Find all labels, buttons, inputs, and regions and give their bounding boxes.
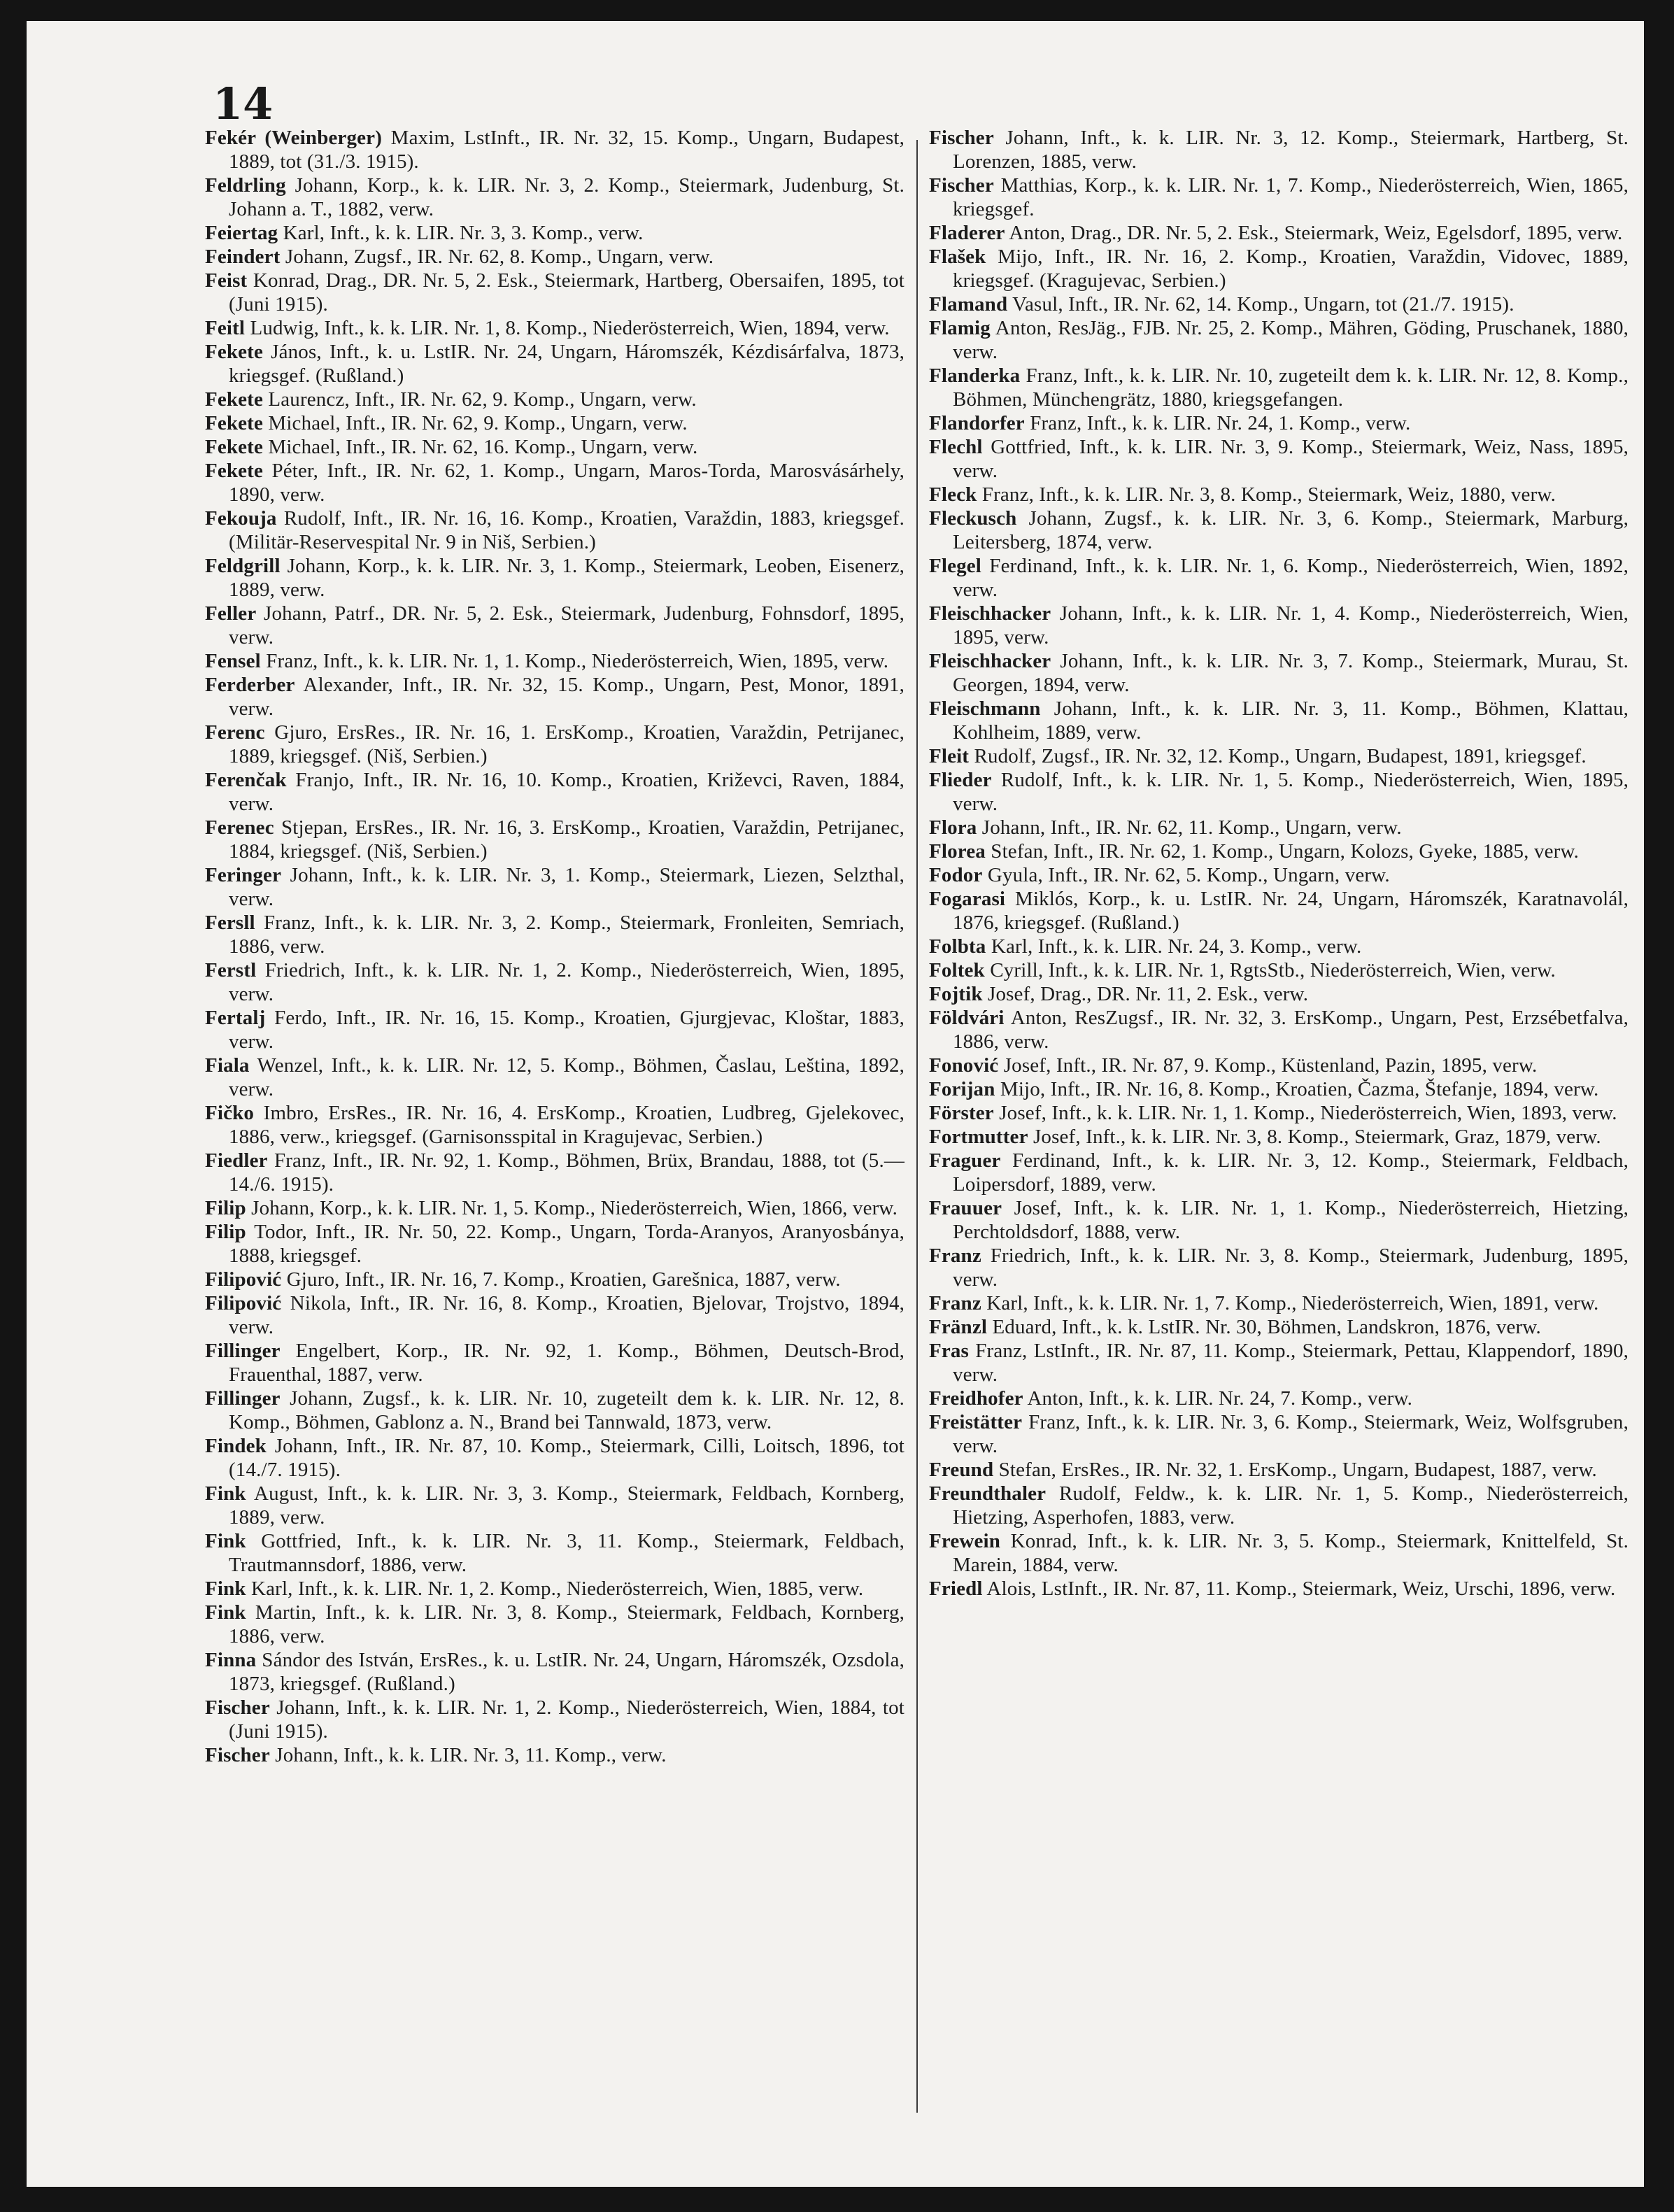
entry-details: János, Inft., k. u. LstIR. Nr. 24, Ungarn, Háromszék, Kézdisárfalva, 1873, kriegsgef. (Rußland.) (229, 341, 905, 387)
entry-details: Franz, LstInft., IR. Nr. 87, 11. Komp., Steiermark, Pettau, Klappendorf, 1890, verw. (953, 1340, 1629, 1386)
entry-surname: Fekete (205, 412, 264, 434)
entry-surname: Fränzl (929, 1316, 988, 1338)
entry-surname: Fleit (929, 745, 970, 767)
list-entry (205, 1339, 905, 1387)
list-entry (929, 173, 1629, 221)
entry-details: Michael, Inft., IR. Nr. 62, 9. Komp., Ungarn, verw. (263, 412, 688, 434)
entry-details: Nikola, Inft., IR. Nr. 16, 8. Komp., Kroatien, Bjelovar, Trojstvo, 1894, verw. (229, 1292, 905, 1338)
list-entry (205, 1220, 905, 1268)
entry-surname: Fischer (205, 1744, 270, 1766)
list-entry (205, 602, 905, 649)
entry-surname: Fersll (205, 912, 255, 934)
entry-surname: Fink (205, 1530, 246, 1552)
entry-details: Karl, Inft., k. k. LIR. Nr. 24, 3. Komp., verw. (986, 935, 1362, 958)
list-entry (205, 1577, 905, 1601)
entry-surname: Fonović (929, 1054, 999, 1077)
list-entry (929, 411, 1629, 435)
entry-surname: Foltek (929, 959, 985, 981)
entry-details: Alexander, Inft., IR. Nr. 32, 15. Komp., Ungarn, Pest, Monor, 1891, verw. (229, 674, 905, 720)
column-divider (916, 140, 918, 2113)
list-entry (929, 126, 1629, 173)
list-entry (205, 269, 905, 316)
entry-surname: Flamand (929, 293, 1008, 316)
entry-details: Friedrich, Inft., k. k. LIR. Nr. 3, 8. Komp., Steiermark, Judenburg, 1895, verw. (953, 1245, 1629, 1291)
list-entry (205, 1268, 905, 1291)
entry-surname: Fink (205, 1601, 246, 1624)
entry-details: Johann, Inft., k. k. LIR. Nr. 3, 12. Komp., Steiermark, Hartberg, St. Lorenzen, 1885, verw. (953, 127, 1629, 173)
entry-details: Gottfried, Inft., k. k. LIR. Nr. 3, 9. Komp., Steiermark, Weiz, Nass, 1895, verw. (953, 436, 1629, 482)
list-entry (205, 1743, 905, 1767)
entry-details: Miklós, Korp., k. u. LstIR. Nr. 24, Ungarn, Háromszék, Karatnavolál, 1876, kriegsgef. (Rußland.) (953, 888, 1629, 934)
entry-details: Johann, Zugsf., k. k. LIR. Nr. 3, 6. Komp., Steiermark, Marburg, Leitersberg, 1874, verw. (953, 507, 1629, 553)
entry-details: Johann, Inft., k. k. LIR. Nr. 3, 11. Komp., verw. (269, 1744, 667, 1766)
list-entry (929, 316, 1629, 364)
entry-surname: Frewein (929, 1530, 1000, 1552)
entry-surname: Flegel (929, 555, 981, 577)
list-entry (205, 1434, 905, 1482)
entry-surname: Freundthaler (929, 1482, 1047, 1505)
list-entry (929, 1291, 1629, 1315)
entry-surname: Fleckusch (929, 507, 1017, 530)
entry-details: Gjuro, Inft., IR. Nr. 16, 7. Komp., Kroatien, Garešnica, 1887, verw. (281, 1268, 841, 1291)
list-entry (929, 483, 1629, 506)
entry-details: Friedrich, Inft., k. k. LIR. Nr. 1, 2. Komp., Niederösterreich, Wien, 1895, verw. (229, 959, 905, 1005)
entry-details: Johann, Inft., k. k. LIR. Nr. 3, 11. Komp., Böhmen, Klattau, Kohlheim, 1889, verw. (953, 697, 1629, 744)
entry-details: Rudolf, Inft., IR. Nr. 16, 16. Komp., Kroatien, Varaždin, 1883, kriegsgef. (Militär-Reservespital Nr. 9 in Niš, Serbien.) (229, 507, 905, 553)
entry-details: Maxim, LstInft., IR. Nr. 32, 15. Komp., Ungarn, Budapest, 1889, tot (31./3. 1915). (229, 127, 905, 173)
entry-details: Josef, Drag., DR. Nr. 11, 2. Esk., verw. (982, 983, 1309, 1005)
entry-details: Ludwig, Inft., k. k. LIR. Nr. 1, 8. Komp., Niederösterreich, Wien, 1894, verw. (245, 317, 890, 339)
list-entry (205, 245, 905, 269)
entry-surname: Ferstl (205, 959, 257, 981)
entry-surname: Flechl (929, 436, 983, 458)
entry-details: Cyrill, Inft., k. k. LIR. Nr. 1, RgtsStb., Niederösterreich, Wien, verw. (984, 959, 1556, 981)
entry-surname: Frauuer (929, 1197, 1002, 1219)
book-page (27, 21, 1644, 2187)
list-entry (929, 816, 1629, 839)
entry-surname: Fekete (205, 341, 264, 363)
list-entry (205, 340, 905, 388)
list-entry (929, 1529, 1629, 1577)
entry-details: Matthias, Korp., k. k. LIR. Nr. 1, 7. Komp., Niederösterreich, Wien, 1865, kriegsgef. (953, 174, 1629, 220)
list-entry (929, 1482, 1629, 1529)
list-entry (205, 126, 905, 173)
entry-details: Wenzel, Inft., k. k. LIR. Nr. 12, 5. Komp., Böhmen, Časlau, Leština, 1892, verw. (229, 1054, 905, 1100)
list-entry (929, 1149, 1629, 1196)
entry-surname: Fink (205, 1482, 246, 1505)
list-entry (929, 221, 1629, 245)
entry-surname: Fekete (205, 436, 264, 458)
entry-surname: Fleischmann (929, 697, 1041, 720)
list-entry (929, 958, 1629, 982)
entry-surname: Fertalj (205, 1007, 266, 1029)
entry-surname: Fraguer (929, 1149, 1001, 1172)
entry-details: Gottfried, Inft., k. k. LIR. Nr. 3, 11. Komp., Steiermark, Feldbach, Trautmannsdorf, 1886, verw. (229, 1530, 905, 1576)
list-entry (929, 435, 1629, 483)
entry-surname: Flamig (929, 317, 991, 339)
list-entry (205, 554, 905, 602)
list-entry (205, 649, 905, 673)
entry-surname: Ferenčak (205, 769, 287, 791)
entry-details: Anton, Drag., DR. Nr. 5, 2. Esk., Steiermark, Weiz, Egelsdorf, 1895, verw. (1005, 222, 1623, 244)
list-entry (929, 1196, 1629, 1244)
list-entry (929, 1458, 1629, 1482)
entry-surname: Filipović (205, 1268, 282, 1291)
list-entry (929, 292, 1629, 316)
entry-details: Johann, Inft., k. k. LIR. Nr. 3, 1. Komp., Steiermark, Liezen, Selzthal, verw. (229, 864, 905, 910)
entry-surname: Feiertag (205, 222, 278, 244)
entry-surname: Fodor (929, 864, 983, 886)
entry-surname: Freistätter (929, 1411, 1023, 1433)
list-entry (929, 1387, 1629, 1410)
entry-surname: Findek (205, 1435, 267, 1457)
page-number: 14 (213, 78, 274, 129)
list-entry (205, 1601, 905, 1648)
entry-surname: Fink (205, 1578, 246, 1600)
entry-surname: Fekér (Weinberger) (205, 127, 383, 149)
entry-surname: Freund (929, 1459, 994, 1481)
entry-details: Ferdinand, Inft., k. k. LIR. Nr. 1, 6. Komp., Niederösterreich, Wien, 1892, verw. (953, 555, 1629, 601)
list-entry (929, 1125, 1629, 1149)
entry-details: Stjepan, ErsRes., IR. Nr. 16, 3. ErsKomp., Kroatien, Varaždin, Petrijanec, 1884, kriegsgef. (Niš, Serbien.) (229, 816, 905, 863)
entry-details: Sándor des István, ErsRes., k. u. LstIR. Nr. 24, Ungarn, Háromszék, Ozsdola, 1873, kriegsgef. (Rußland.) (229, 1649, 905, 1695)
list-entry (929, 602, 1629, 649)
entry-surname: Finna (205, 1649, 257, 1671)
list-entry (205, 816, 905, 863)
entry-surname: Ferderber (205, 674, 295, 696)
list-entry (929, 935, 1629, 958)
entry-details: Johann, Inft., k. k. LIR. Nr. 3, 7. Komp., Steiermark, Murau, St. Georgen, 1894, verw. (953, 650, 1629, 696)
entry-details: Johann, Zugsf., IR. Nr. 62, 8. Komp., Ungarn, verw. (280, 246, 714, 268)
entry-surname: Fleck (929, 483, 977, 506)
entry-details: Franz, Inft., k. k. LIR. Nr. 3, 8. Komp., Steiermark, Weiz, 1880, verw. (977, 483, 1556, 506)
entry-surname: Forijan (929, 1078, 995, 1100)
entry-details: Ferdinand, Inft., k. k. LIR. Nr. 3, 12. Komp., Steiermark, Feldbach, Loipersdorf, 1889, verw. (953, 1149, 1629, 1196)
list-entry (205, 863, 905, 911)
entry-details: Anton, ResZugsf., IR. Nr. 32, 3. ErsKomp., Ungarn, Pest, Erzsébetfalva, 1886, verw. (953, 1007, 1629, 1053)
entry-surname: Fiedler (205, 1149, 268, 1172)
entry-surname: Feller (205, 602, 257, 625)
entry-details: Karl, Inft., k. k. LIR. Nr. 1, 7. Komp., Niederösterreich, Wien, 1891, verw. (981, 1292, 1599, 1314)
entry-surname: Fičko (205, 1102, 255, 1124)
entry-details: Franz, Inft., k. k. LIR. Nr. 3, 6. Komp., Steiermark, Weiz, Wolfsgruben, verw. (953, 1411, 1629, 1457)
entry-details: Mijo, Inft., IR. Nr. 16, 8. Komp., Kroatien, Čazma, Štefanje, 1894, verw. (995, 1078, 1599, 1100)
entry-surname: Fillinger (205, 1340, 281, 1362)
list-entry (929, 744, 1629, 768)
right-column (929, 126, 1629, 1601)
entry-surname: Fillinger (205, 1387, 281, 1410)
list-entry (205, 911, 905, 958)
list-entry (929, 768, 1629, 816)
list-entry (205, 221, 905, 245)
entry-details: Gjuro, ErsRes., IR. Nr. 16, 1. ErsKomp., Kroatien, Varaždin, Petrijanec, 1889, kriegsgef. (Niš, Serbien.) (229, 721, 905, 767)
entry-details: Konrad, Drag., DR. Nr. 5, 2. Esk., Steiermark, Hartberg, Obersaifen, 1895, tot (Juni 1915). (229, 269, 905, 316)
entry-surname: Fischer (929, 127, 994, 149)
entry-surname: Flanderka (929, 364, 1021, 387)
list-entry (929, 1101, 1629, 1125)
entry-details: Gyula, Inft., IR. Nr. 62, 5. Komp., Ungarn, verw. (982, 864, 1390, 886)
list-entry (929, 506, 1629, 554)
entry-surname: Fladerer (929, 222, 1005, 244)
entry-details: Johann, Inft., IR. Nr. 62, 11. Komp., Ungarn, verw. (977, 816, 1402, 839)
entry-details: Johann, Patrf., DR. Nr. 5, 2. Esk., Steiermark, Judenburg, Fohnsdorf, 1895, verw. (229, 602, 905, 648)
list-entry (205, 768, 905, 816)
entry-surname: Förster (929, 1102, 994, 1124)
entry-details: Alois, LstInft., IR. Nr. 87, 11. Komp., Steiermark, Weiz, Urschi, 1896, verw. (982, 1578, 1616, 1600)
entry-surname: Feringer (205, 864, 282, 886)
list-entry (205, 1149, 905, 1196)
list-entry (929, 1577, 1629, 1601)
list-entry (205, 1482, 905, 1529)
list-entry (929, 1244, 1629, 1291)
list-entry (205, 958, 905, 1006)
entry-details: Eduard, Inft., k. k. LstIR. Nr. 30, Böhmen, Landskron, 1876, verw. (987, 1316, 1541, 1338)
entry-details: Konrad, Inft., k. k. LIR. Nr. 3, 5. Komp., Steiermark, Knittelfeld, St. Marein, 1884, verw. (953, 1530, 1629, 1576)
entry-surname: Fischer (205, 1696, 270, 1719)
entry-surname: Florea (929, 840, 986, 863)
entry-surname: Fekete (205, 460, 264, 482)
entry-surname: Feist (205, 269, 248, 292)
entry-surname: Fojtik (929, 983, 983, 1005)
list-entry (205, 721, 905, 768)
list-entry (205, 1387, 905, 1434)
entry-details: Karl, Inft., k. k. LIR. Nr. 3, 3. Komp., verw. (278, 222, 644, 244)
list-entry (205, 1054, 905, 1101)
entry-details: Rudolf, Feldw., k. k. LIR. Nr. 1, 5. Komp., Niederösterreich, Hietzing, Asperhofen, 1883, verw. (953, 1482, 1629, 1529)
list-entry (205, 435, 905, 459)
list-entry (205, 316, 905, 340)
entry-surname: Flašek (929, 246, 986, 268)
list-entry (205, 173, 905, 221)
list-entry (205, 1648, 905, 1696)
entry-details: Johann, Inft., k. k. LIR. Nr. 1, 2. Komp., Niederösterreich, Wien, 1884, tot (Juni 1915). (229, 1696, 905, 1743)
list-entry (929, 982, 1629, 1006)
entry-details: Vasul, Inft., IR. Nr. 62, 14. Komp., Ungarn, tot (21./7. 1915). (1007, 293, 1515, 316)
entry-details: Franz, Inft., k. k. LIR. Nr. 24, 1. Komp., verw. (1024, 412, 1411, 434)
entry-details: Franz, Inft., IR. Nr. 92, 1. Komp., Böhmen, Brüx, Brandau, 1888, tot (5.—14./6. 1915). (229, 1149, 905, 1196)
entry-details: Johann, Korp., k. k. LIR. Nr. 1, 5. Komp., Niederösterreich, Wien, 1866, verw. (246, 1197, 898, 1219)
list-entry (929, 364, 1629, 411)
entry-surname: Ferenc (205, 721, 265, 744)
list-entry (929, 697, 1629, 744)
list-entry (205, 506, 905, 554)
entry-surname: Filip (205, 1197, 246, 1219)
list-entry (929, 245, 1629, 292)
list-entry (205, 1291, 905, 1339)
entry-details: Johann, Inft., IR. Nr. 87, 10. Komp., Steiermark, Cilli, Loitsch, 1896, tot (14./7. 1915). (229, 1435, 905, 1481)
entry-surname: Filipović (205, 1292, 282, 1314)
entry-details: Rudolf, Inft., k. k. LIR. Nr. 1, 5. Komp., Niederösterreich, Wien, 1895, verw. (953, 769, 1629, 815)
entry-details: Péter, Inft., IR. Nr. 62, 1. Komp., Ungarn, Maros-Torda, Marosvásárhely, 1890, verw. (229, 460, 905, 506)
entry-surname: Fogarasi (929, 888, 1006, 910)
entry-surname: Franz (929, 1245, 981, 1267)
list-entry (929, 554, 1629, 602)
list-entry (929, 863, 1629, 887)
entry-details: Martin, Inft., k. k. LIR. Nr. 3, 8. Komp., Steiermark, Feldbach, Kornberg, 1886, verw. (229, 1601, 905, 1647)
entry-surname: Flandorfer (929, 412, 1025, 434)
entry-details: Josef, Inft., k. k. LIR. Nr. 3, 8. Komp., Steiermark, Graz, 1879, verw. (1028, 1126, 1601, 1148)
list-entry (205, 1196, 905, 1220)
entry-details: Franjo, Inft., IR. Nr. 16, 10. Komp., Kroatien, Križevci, Raven, 1884, verw. (229, 769, 905, 815)
entry-details: Mijo, Inft., IR. Nr. 16, 2. Komp., Kroatien, Varaždin, Vidovec, 1889, kriegsgef. (Kragujevac, Serbien.) (953, 246, 1629, 292)
entry-surname: Ferenec (205, 816, 274, 839)
list-entry (205, 459, 905, 506)
entry-surname: Fiala (205, 1054, 250, 1077)
entry-surname: Feldrling (205, 174, 286, 197)
entry-surname: Franz (929, 1292, 981, 1314)
entry-surname: Fekouja (205, 507, 277, 530)
list-entry (205, 1101, 905, 1149)
entry-surname: Fleischhacker (929, 650, 1051, 672)
list-entry (205, 1696, 905, 1743)
list-entry (205, 1529, 905, 1577)
entry-details: Johann, Korp., k. k. LIR. Nr. 3, 1. Komp., Steiermark, Leoben, Eisenerz, 1889, verw. (229, 555, 905, 601)
entry-surname: Fleischhacker (929, 602, 1051, 625)
entry-surname: Fekete (205, 388, 264, 411)
entry-surname: Friedl (929, 1578, 983, 1600)
entry-surname: Fischer (929, 174, 994, 197)
entry-surname: Feitl (205, 317, 246, 339)
list-entry (205, 388, 905, 411)
entry-details: Ferdo, Inft., IR. Nr. 16, 15. Komp., Kroatien, Gjurgjevac, Kloštar, 1883, verw. (229, 1007, 905, 1053)
list-entry (205, 411, 905, 435)
entry-details: Anton, Inft., k. k. LIR. Nr. 24, 7. Komp., verw. (1023, 1387, 1413, 1410)
entry-details: Rudolf, Zugsf., IR. Nr. 32, 12. Komp., Ungarn, Budapest, 1891, kriegsgef. (969, 745, 1587, 767)
entry-surname: Fras (929, 1340, 969, 1362)
entry-details: Johann, Korp., k. k. LIR. Nr. 3, 2. Komp., Steiermark, Judenburg, St. Johann a. T., 1882, verw. (229, 174, 905, 220)
entry-details: Karl, Inft., k. k. LIR. Nr. 1, 2. Komp., Niederösterreich, Wien, 1885, verw. (246, 1578, 864, 1600)
entry-details: Todor, Inft., IR. Nr. 50, 22. Komp., Ungarn, Torda-Aranyos, Aranyosbánya, 1888, kriegsgef. (229, 1221, 905, 1267)
entry-details: Engelbert, Korp., IR. Nr. 92, 1. Komp., Böhmen, Deutsch-Brod, Frauenthal, 1887, verw. (229, 1340, 905, 1386)
list-entry (929, 649, 1629, 697)
list-entry (929, 1410, 1629, 1458)
list-entry (929, 839, 1629, 863)
entry-details: Johann, Zugsf., k. k. LIR. Nr. 10, zugeteilt dem k. k. LIR. Nr. 12, 8. Komp., Böhmen, Gablonz a. N., Brand bei Tannwald, 1873, verw. (229, 1387, 905, 1433)
entry-surname: Folbta (929, 935, 986, 958)
entry-surname: Filip (205, 1221, 246, 1243)
list-entry (205, 673, 905, 721)
entry-details: Imbro, ErsRes., IR. Nr. 16, 4. ErsKomp., Kroatien, Ludbreg, Gjelekovec, 1886, verw., kriegsgef. (Garnisonsspital in Kragujevac, Serbien.) (229, 1102, 905, 1148)
list-entry (929, 1315, 1629, 1339)
entry-details: August, Inft., k. k. LIR. Nr. 3, 3. Komp., Steiermark, Feldbach, Kornberg, 1889, verw. (229, 1482, 905, 1529)
entry-surname: Fensel (205, 650, 261, 672)
entry-surname: Feindert (205, 246, 281, 268)
entry-details: Laurencz, Inft., IR. Nr. 62, 9. Komp., Ungarn, verw. (263, 388, 697, 411)
entry-surname: Feldgrill (205, 555, 281, 577)
list-entry (929, 1006, 1629, 1054)
entry-surname: Fortmutter (929, 1126, 1028, 1148)
entry-details: Michael, Inft., IR. Nr. 62, 16. Komp., Ungarn, verw. (263, 436, 698, 458)
entry-surname: Flieder (929, 769, 992, 791)
list-entry (205, 1006, 905, 1054)
entry-details: Stefan, Inft., IR. Nr. 62, 1. Komp., Ungarn, Kolozs, Gyeke, 1885, verw. (985, 840, 1580, 863)
list-entry (929, 1054, 1629, 1077)
entry-surname: Freidhofer (929, 1387, 1023, 1410)
entry-details: Stefan, ErsRes., IR. Nr. 32, 1. ErsKomp., Ungarn, Budapest, 1887, verw. (993, 1459, 1597, 1481)
entry-details: Josef, Inft., IR. Nr. 87, 9. Komp., Küstenland, Pazin, 1895, verw. (998, 1054, 1538, 1077)
entry-details: Josef, Inft., k. k. LIR. Nr. 1, 1. Komp., Niederösterreich, Hietzing, Perchtoldsdorf, 1888, verw. (953, 1197, 1629, 1243)
entry-details: Franz, Inft., k. k. LIR. Nr. 1, 1. Komp., Niederösterreich, Wien, 1895, verw. (260, 650, 889, 672)
entry-details: Anton, ResJäg., FJB. Nr. 25, 2. Komp., Mähren, Göding, Pruschanek, 1880, verw. (953, 317, 1629, 363)
list-entry (929, 1339, 1629, 1387)
list-entry (929, 887, 1629, 935)
entry-details: Franz, Inft., k. k. LIR. Nr. 3, 2. Komp., Steiermark, Fronleiten, Semriach, 1886, verw. (229, 912, 905, 958)
entry-surname: Földvári (929, 1007, 1005, 1029)
entry-surname: Flora (929, 816, 977, 839)
list-entry (929, 1077, 1629, 1101)
left-column (205, 126, 905, 1767)
entry-details: Josef, Inft., k. k. LIR. Nr. 1, 1. Komp., Niederösterreich, Wien, 1893, verw. (993, 1102, 1617, 1124)
entry-details: Franz, Inft., k. k. LIR. Nr. 10, zugeteilt dem k. k. LIR. Nr. 12, 8. Komp., Böhmen, Münchengrätz, 1880, kriegsgefangen. (953, 364, 1629, 411)
entry-details: Johann, Inft., k. k. LIR. Nr. 1, 4. Komp., Niederösterreich, Wien, 1895, verw. (953, 602, 1629, 648)
